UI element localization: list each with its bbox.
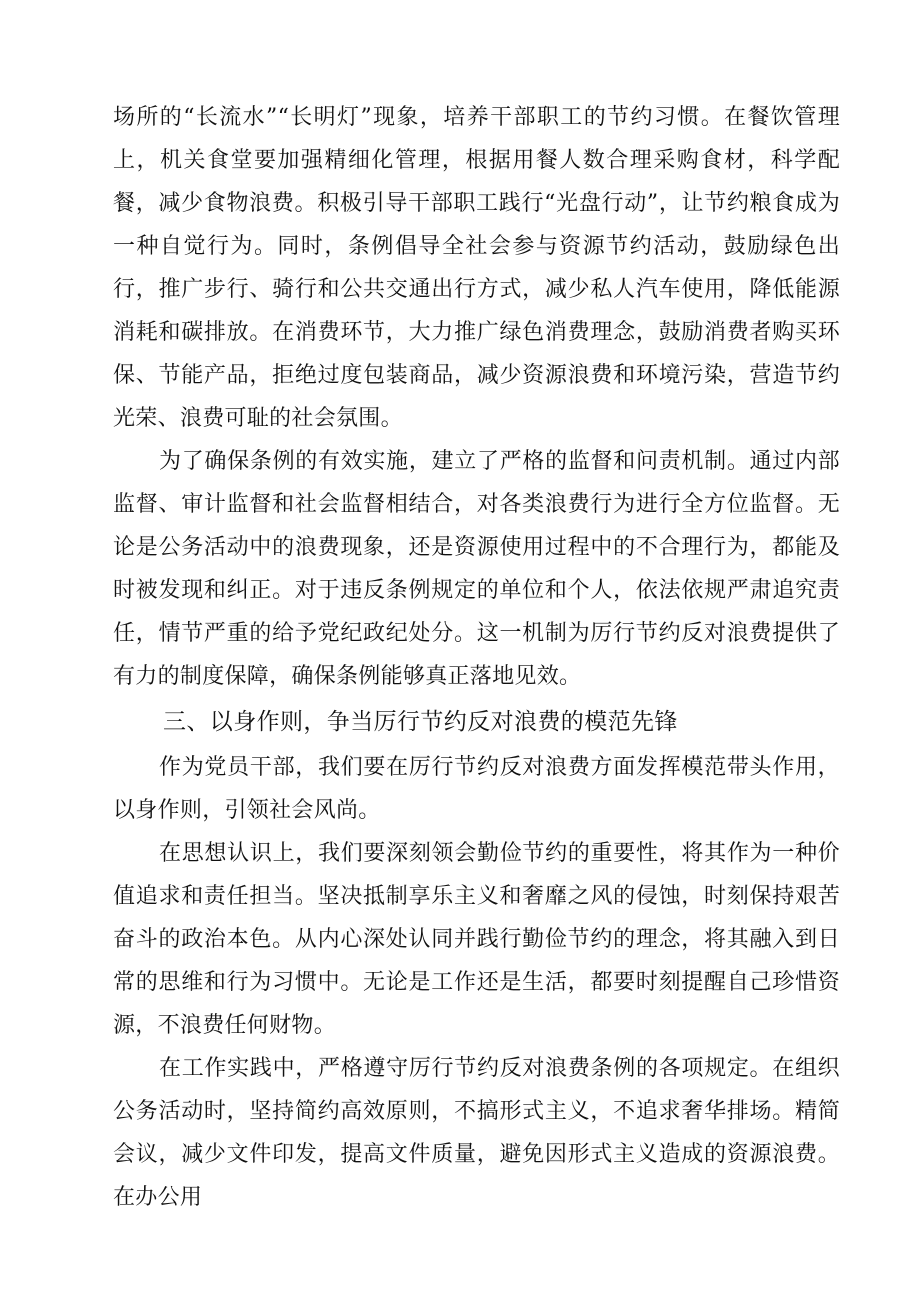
paragraph-3: 作为党员干部，我们要在厉行节约反对浪费方面发挥模范带头作用，以身作则，引领社会风尚。 [113, 755, 840, 823]
paragraph-5: 在工作实践中，严格遵守厉行节约反对浪费条例的各项规定。在组织公务活动时，坚持简约高效原则，不搞形式主义，不追求奢华排场。精简会议，减少文件印发，提高文件质量，避免因形式主义造成的资源浪费。在办公用 [113, 1056, 840, 1210]
paragraph-2: 为了确保条例的有效实施，建立了严格的监督和问责机制。通过内部监督、审计监督和社会监督相结合，对各类浪费行为进行全方位监督。无论是公务活动中的浪费现象，还是资源使用过程中的不合理行为，都能及时被发现和纠正。对于违反条例规定的单位和个人，依法依规严肃追究责任，情节严重的给予党纪政纪处分。这一机制为厉行节约反对浪费提供了有力的制度保障，确保条例能够真正落地见效。 [113, 449, 840, 689]
paragraph-1: 场所的“长流水”“长明灯”现象，培养干部职工的节约习惯。在餐饮管理上，机关食堂要加强精细化管理，根据用餐人数合理采购食材，科学配餐，减少食物浪费。积极引导干部职工践行“光盘行动”，让节约粮食成为一种自觉行为。同时，条例倡导全社会参与资源节约活动，鼓励绿色出行，推广步行、骑行和公共交通出行方式，减少私人汽车使用，降低能源消耗和碳排放。在消费环节，大力推广绿色消费理念，鼓励消费者购买环保、节能产品，拒绝过度包装商品，减少资源浪费和环境污染，营造节约光荣、浪费可耻的社会氛围。 [113, 105, 840, 431]
section-heading: 三、以身作则，争当厉行节约反对浪费的模范先锋 [163, 709, 678, 735]
document-body [113, 96, 840, 1219]
paragraph-4: 在思想认识上，我们要深刻领会勤俭节约的重要性，将其作为一种价值追求和责任担当。坚决抵制享乐主义和奢靡之风的侵蚀，时刻保持艰苦奋斗的政治本色。从内心深处认同并践行勤俭节约的理念，将其融入到日常的思维和行为习惯中。无论是工作还是生活，都要时刻提醒自己珍惜资源，不浪费任何财物。 [113, 841, 840, 1038]
